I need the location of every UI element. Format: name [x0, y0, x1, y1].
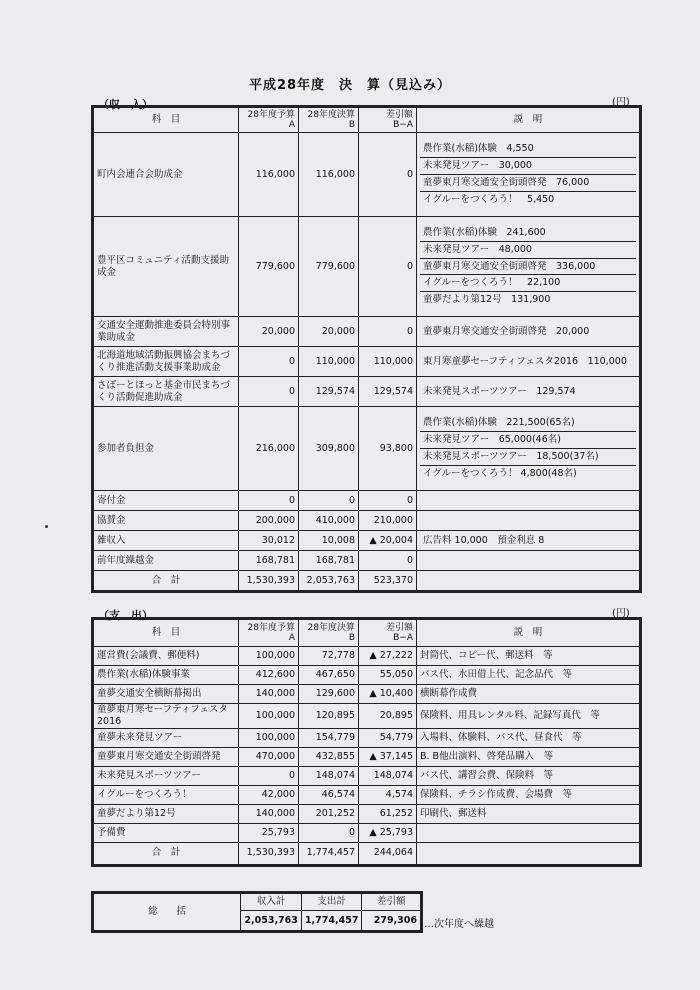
summary-header-diff: 差引額 — [362, 894, 421, 911]
income-item: 参加者負担金 — [94, 407, 239, 491]
income-diff: 129,574 — [359, 377, 417, 407]
income-row — [94, 133, 640, 217]
income-notes — [417, 551, 640, 571]
expense-actual: 72,778 — [299, 647, 359, 666]
income-diff: 0 — [359, 133, 417, 217]
expense-budget: 42,000 — [239, 785, 299, 804]
income-budget: 30,012 — [239, 531, 299, 551]
income-note-line: 農作業(水稲)体験 241,600 — [420, 225, 636, 242]
expense-item: 童夢交通安全横断幕掲出 — [94, 685, 239, 704]
income-diff: 110,000 — [359, 347, 417, 377]
expense-item: 童夢東月寒セーフティフェスタ2016 — [94, 704, 239, 729]
expense-header-item: 科 目 — [94, 620, 239, 647]
income-note-line: 広告料 10,000 預金利息 8 — [423, 534, 545, 546]
income-table — [93, 107, 640, 591]
income-notes — [417, 511, 640, 531]
expense-notes: 入場料、体験料、バス代、昼食代 等 — [417, 728, 640, 747]
page-title: 平成28年度 決 算（見込み） — [248, 78, 452, 93]
income-budget: 116,000 — [239, 133, 299, 217]
scan-speck — [45, 525, 48, 528]
summary-expense-value: 1,774,457 — [301, 911, 362, 931]
expense-header-budget: 28年度予算 A — [239, 620, 299, 647]
expense-row — [94, 666, 640, 685]
expense-diff: 4,574 — [359, 785, 417, 804]
income-header-row — [94, 108, 640, 133]
income-item: さぽーとほっと基金市民まちづくり活動促進助成金 — [94, 377, 239, 407]
expense-item: 予備費 — [94, 823, 239, 842]
expense-diff: ▲ 10,400 — [359, 685, 417, 704]
expense-item: 童夢だより第12号 — [94, 804, 239, 823]
expense-actual: 201,252 — [299, 804, 359, 823]
income-note-line: 童夢だより第12号 131,900 — [423, 294, 551, 306]
income-notes — [417, 217, 640, 317]
income-row — [94, 511, 640, 531]
expense-actual: 432,855 — [299, 747, 359, 766]
summary-header-expense: 支出計 — [301, 894, 362, 911]
income-actual: 110,000 — [299, 347, 359, 377]
expense-row — [94, 766, 640, 785]
expense-budget: 0 — [239, 766, 299, 785]
income-note-line: 未来発見ツアー 65,000(46名) — [420, 432, 636, 449]
expense-notes: 印刷代、郵送料 — [417, 804, 640, 823]
summary-income-value: 2,053,763 — [241, 911, 302, 931]
income-note-line: 童夢東月寒交通安全街頭啓発 76,000 — [420, 175, 636, 192]
expense-total-actual: 1,774,457 — [299, 842, 359, 864]
expense-total-diff: 244,064 — [359, 842, 417, 864]
expense-row — [94, 704, 640, 729]
expense-table — [93, 619, 640, 865]
expense-total-notes — [417, 842, 640, 864]
income-total-label: 合 計 — [94, 571, 239, 591]
summary-header-row — [94, 894, 421, 911]
summary-diff-value: 279,306 — [362, 911, 421, 931]
income-row — [94, 377, 640, 407]
income-diff: 93,800 — [359, 407, 417, 491]
expense-total-row — [94, 842, 640, 864]
income-actual: 410,000 — [299, 511, 359, 531]
income-header-diff: 差引額 B−A — [359, 108, 417, 133]
income-header-actual: 28年度決算 B — [299, 108, 359, 133]
expense-diff: ▲ 37,145 — [359, 747, 417, 766]
expense-budget: 25,793 — [239, 823, 299, 842]
expense-diff: 55,050 — [359, 666, 417, 685]
expense-diff: ▲ 25,793 — [359, 823, 417, 842]
income-budget: 0 — [239, 347, 299, 377]
expense-actual: 467,650 — [299, 666, 359, 685]
income-diff: 210,000 — [359, 511, 417, 531]
expense-item: 運営費(会議費、郵便料) — [94, 647, 239, 666]
expense-diff: 54,779 — [359, 728, 417, 747]
summary-note: …次年度へ繰越 — [424, 919, 494, 930]
income-note-line: イグルーをつくろう！ 4,800(48名) — [423, 467, 577, 479]
expense-actual: 0 — [299, 823, 359, 842]
expense-diff: 61,252 — [359, 804, 417, 823]
expense-item: 未来発見スポーツツアー — [94, 766, 239, 785]
income-note-line: 農作業(水稲)体験 4,550 — [420, 141, 636, 158]
expense-unit-label: (円) — [612, 608, 630, 619]
expense-notes: 保険料、チラシ作成費、会場費 等 — [417, 785, 640, 804]
income-actual: 20,000 — [299, 317, 359, 347]
income-actual: 0 — [299, 491, 359, 511]
income-header-budget: 28年度予算 A — [239, 108, 299, 133]
summary-header-income: 収入計 — [241, 894, 302, 911]
expense-header-notes: 説 明 — [417, 620, 640, 647]
income-notes — [417, 377, 640, 407]
income-item: 交通安全運動推進委員会特別事業助成金 — [94, 317, 239, 347]
expense-row — [94, 785, 640, 804]
income-row — [94, 317, 640, 347]
income-item: 寄付金 — [94, 491, 239, 511]
income-note-line: イグルーをつくろう！ 22,100 — [420, 275, 636, 292]
income-row — [94, 531, 640, 551]
income-header-item: 科 目 — [94, 108, 239, 133]
expense-actual: 148,074 — [299, 766, 359, 785]
income-diff: ▲ 20,004 — [359, 531, 417, 551]
income-budget: 168,781 — [239, 551, 299, 571]
expense-budget: 100,000 — [239, 647, 299, 666]
expense-actual: 120,895 — [299, 704, 359, 729]
income-unit-label: (円) — [612, 97, 630, 108]
expense-actual: 129,600 — [299, 685, 359, 704]
income-row — [94, 551, 640, 571]
income-note-line: 未来発見ツアー 48,000 — [420, 242, 636, 259]
expense-header-row — [94, 620, 640, 647]
expense-notes: 横断幕作成費 — [417, 685, 640, 704]
expense-budget: 470,000 — [239, 747, 299, 766]
income-diff: 0 — [359, 317, 417, 347]
income-notes — [417, 531, 640, 551]
expense-row — [94, 728, 640, 747]
income-total-diff: 523,370 — [359, 571, 417, 591]
income-total-row — [94, 571, 640, 591]
income-diff: 0 — [359, 551, 417, 571]
expense-diff: ▲ 27,222 — [359, 647, 417, 666]
expense-header-diff: 差引額 B−A — [359, 620, 417, 647]
expense-item: 童夢東月寒交通安全街頭啓発 — [94, 747, 239, 766]
expense-total-label: 合 計 — [94, 842, 239, 864]
income-total-actual: 2,053,763 — [299, 571, 359, 591]
income-actual: 129,574 — [299, 377, 359, 407]
income-note-line: 東月寒童夢セーフティフェスタ2016 110,000 — [423, 355, 627, 367]
expense-budget: 140,000 — [239, 685, 299, 704]
income-item: 町内会連合会助成金 — [94, 133, 239, 217]
expense-actual: 46,574 — [299, 785, 359, 804]
income-item: 雑収入 — [94, 531, 239, 551]
expense-budget: 100,000 — [239, 728, 299, 747]
expense-notes: バス代、講習会費、保険料 等 — [417, 766, 640, 785]
income-note-line: 童夢東月寒交通安全街頭啓発 336,000 — [420, 259, 636, 276]
income-notes — [417, 491, 640, 511]
expense-item: イグルーをつくろう！ — [94, 785, 239, 804]
income-diff: 0 — [359, 217, 417, 317]
income-actual: 116,000 — [299, 133, 359, 217]
expense-diff: 148,074 — [359, 766, 417, 785]
expense-row — [94, 804, 640, 823]
income-row — [94, 217, 640, 317]
expense-notes: B. B他出演料、啓発品購入 等 — [417, 747, 640, 766]
summary-table — [93, 893, 421, 931]
expense-notes — [417, 823, 640, 842]
expense-notes: 保険料、用具レンタル料、記録写真代 等 — [417, 704, 640, 729]
expense-notes: 封筒代、コピー代、郵送料 等 — [417, 647, 640, 666]
income-note-line: 未来発見スポーツツアー 18,500(37名) — [420, 449, 636, 466]
income-note-line — [420, 499, 636, 503]
income-actual: 10,008 — [299, 531, 359, 551]
income-notes — [417, 407, 640, 491]
income-total-budget: 1,530,393 — [239, 571, 299, 591]
income-diff: 0 — [359, 491, 417, 511]
income-row — [94, 347, 640, 377]
income-budget: 216,000 — [239, 407, 299, 491]
expense-row — [94, 685, 640, 704]
income-item: 北海道地域活動振興協会まちづくり推進活動支援事業助成金 — [94, 347, 239, 377]
income-row — [94, 491, 640, 511]
expense-row — [94, 647, 640, 666]
income-item: 協賛金 — [94, 511, 239, 531]
income-note-line: 童夢東月寒交通安全街頭啓発 20,000 — [423, 325, 590, 337]
income-note-line: 未来発見ツアー 30,000 — [420, 158, 636, 175]
income-notes — [417, 347, 640, 377]
income-note-line: 未来発見スポーツツアー 129,574 — [423, 385, 576, 397]
expense-diff: 20,895 — [359, 704, 417, 729]
expense-notes: バス代、水田借上代、記念品代 等 — [417, 666, 640, 685]
income-actual: 779,600 — [299, 217, 359, 317]
expense-row — [94, 747, 640, 766]
income-actual: 309,800 — [299, 407, 359, 491]
income-note-line: イグルーをつくろう！ 5,450 — [423, 193, 555, 205]
expense-actual: 154,779 — [299, 728, 359, 747]
expense-total-budget: 1,530,393 — [239, 842, 299, 864]
income-section-label: （収 入） — [98, 98, 153, 111]
income-row — [94, 407, 640, 491]
income-actual: 168,781 — [299, 551, 359, 571]
expense-item: 農作業(水稲)体験事業 — [94, 666, 239, 685]
expense-item: 童夢未来発見ツアー — [94, 728, 239, 747]
income-item: 豊平区コミュニティ活動支援助成金 — [94, 217, 239, 317]
income-budget: 779,600 — [239, 217, 299, 317]
income-budget: 20,000 — [239, 317, 299, 347]
expense-budget: 100,000 — [239, 704, 299, 729]
expense-section-label: （支 出） — [98, 609, 153, 622]
income-notes — [417, 133, 640, 217]
income-budget: 0 — [239, 491, 299, 511]
expense-budget: 140,000 — [239, 804, 299, 823]
income-budget: 200,000 — [239, 511, 299, 531]
summary-label: 総 括 — [94, 894, 241, 931]
income-header-notes: 説 明 — [417, 108, 640, 133]
income-total-notes — [417, 571, 640, 591]
expense-budget: 412,600 — [239, 666, 299, 685]
expense-row — [94, 823, 640, 842]
income-budget: 0 — [239, 377, 299, 407]
income-note-line — [420, 519, 636, 523]
income-note-line — [420, 559, 636, 563]
income-item: 前年度繰越金 — [94, 551, 239, 571]
income-notes — [417, 317, 640, 347]
expense-header-actual: 28年度決算 B — [299, 620, 359, 647]
income-note-line: 農作業(水稲)体験 221,500(65名) — [420, 415, 636, 432]
